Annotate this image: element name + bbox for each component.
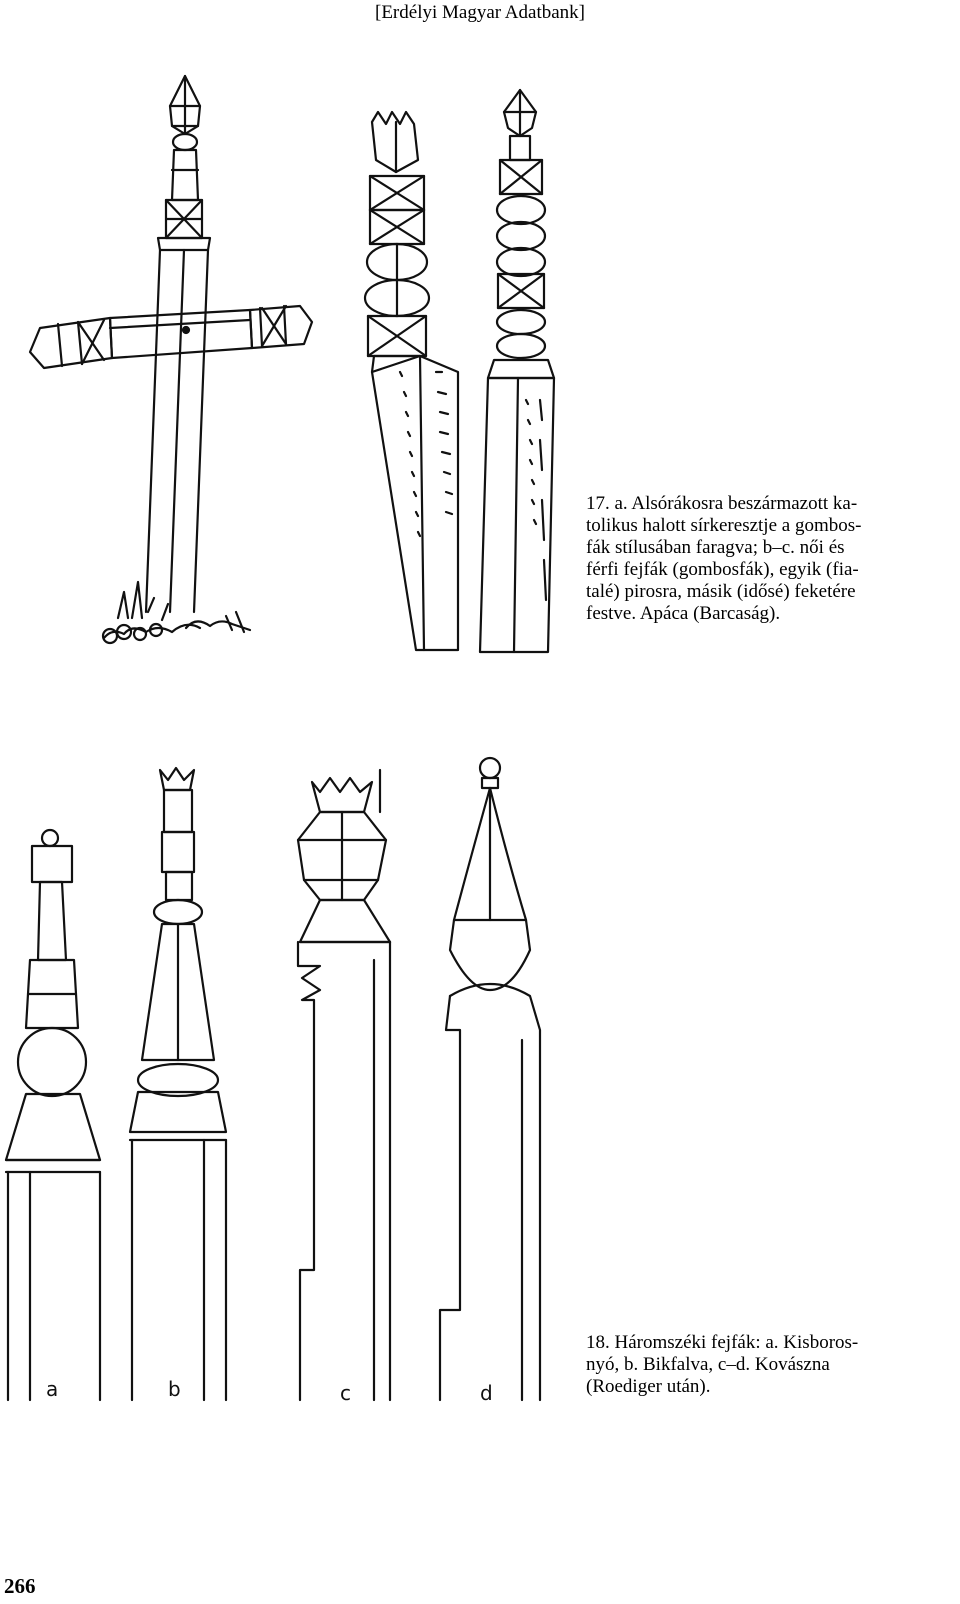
caption-line: festve. Apáca (Barcaság). — [586, 603, 781, 624]
cross-drawing — [30, 76, 312, 643]
source-header: [Erdélyi Magyar Adatbank] — [375, 2, 585, 23]
caption-line: (Roediger után). — [586, 1376, 711, 1397]
page-number: 266 — [4, 1574, 36, 1598]
headboard-d-drawing — [440, 758, 540, 1400]
caption-line: 17. a. Alsórákosra beszármazott ka- — [586, 493, 858, 514]
label-b: b — [168, 1377, 181, 1401]
caption-line: fák stílusában faragva; b–c. női és — [586, 537, 845, 558]
caption-line: talé) pirosra, másik (idősé) feketére — [586, 581, 856, 602]
label-d: d — [480, 1381, 493, 1405]
label-a: a — [46, 1377, 59, 1401]
figure-17-caption — [586, 493, 950, 625]
male-headboard-drawing — [480, 90, 554, 652]
caption-line: 18. Háromszéki fejfák: a. Kisboros- — [586, 1332, 859, 1353]
female-headboard-drawing — [365, 112, 458, 650]
headboard-c-drawing — [298, 770, 390, 1400]
caption-line: nyó, b. Bikfalva, c–d. Kovászna — [586, 1354, 830, 1375]
headboard-b-drawing — [130, 768, 226, 1400]
figure-18-caption — [586, 1332, 950, 1398]
label-c: c — [340, 1381, 351, 1405]
caption-line: férfi fejfák (gombosfák), egyik (fia- — [586, 559, 859, 580]
headboard-a-drawing — [6, 830, 100, 1400]
caption-line: tolikus halott sírkeresztje a gombos- — [586, 515, 862, 536]
